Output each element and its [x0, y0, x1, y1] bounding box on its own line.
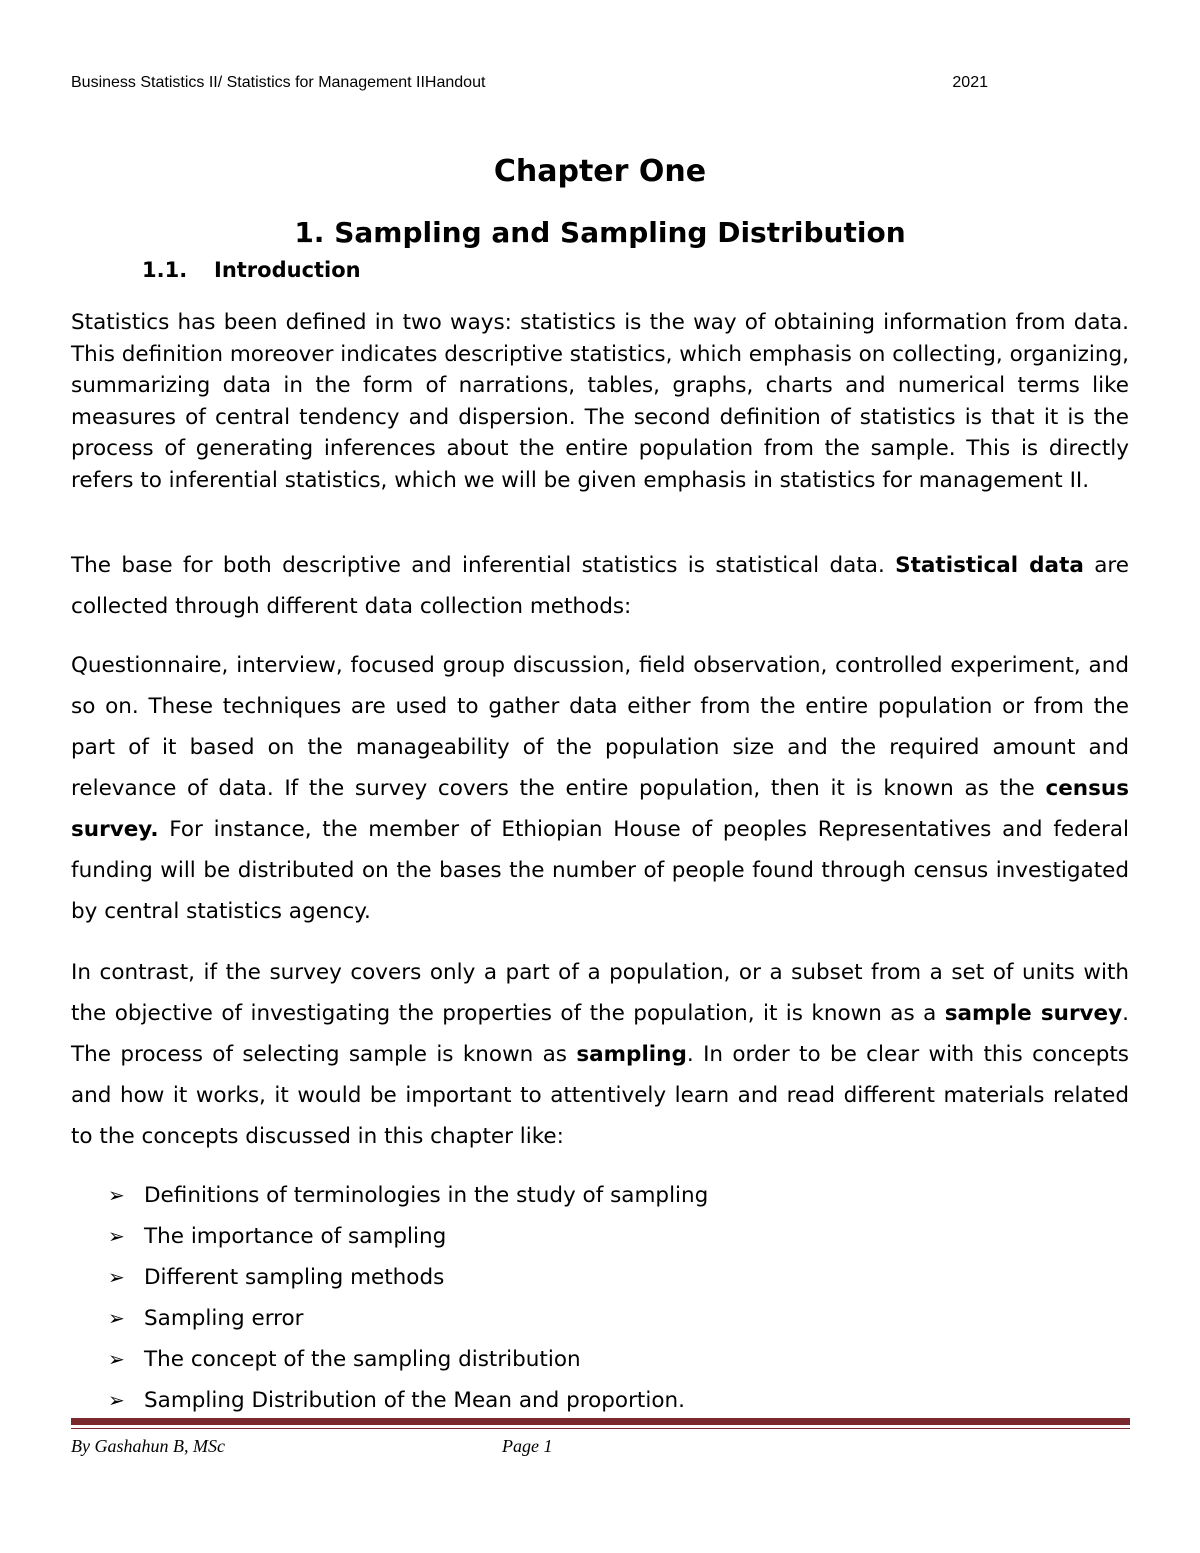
- list-item: [108, 1216, 708, 1257]
- paragraph-sample-survey: [71, 952, 1129, 1157]
- text-run: For instance, the member of Ethiopian House of peoples Representatives and federal funding will be distributed on the bases the number of people found through census investigated by central statistics agency.: [71, 817, 1129, 924]
- footer-author: By Gashahun B, MSc: [71, 1436, 225, 1456]
- arrow-bullet-icon: ➢: [108, 1265, 125, 1289]
- page-header: [71, 74, 988, 92]
- text-run: . In order to be clear with this concepts and how it works, it would be important to attentively learn and read different materials related to the concepts discussed in this chapter like:: [71, 1042, 1130, 1149]
- list-item-text: The concept of the sampling distribution: [144, 1347, 581, 1372]
- subsection-title: Introduction: [214, 258, 361, 282]
- bold-term-sample-survey: sample survey: [944, 1001, 1123, 1026]
- list-item-text: The importance of sampling: [144, 1224, 447, 1249]
- arrow-bullet-icon: ➢: [108, 1224, 125, 1248]
- list-item: [108, 1298, 708, 1339]
- arrow-bullet-icon: ➢: [108, 1347, 125, 1371]
- list-item: [108, 1380, 708, 1421]
- bold-term-statistical-data: Statistical data: [895, 553, 1084, 578]
- paragraph-definition: Statistics has been defined in two ways: statistics is the way of obtaining information from data. This definition moreover indicates descriptive statistics, which emphasis on collecting, organizing, summarizing data in the form of narrations, tables, graphs, charts and numerical terms like measures of central tendency and dispersion. The second definition of statistics is that it is the process of generating inferences about the entire population from the sample. This is directly refers to inferential statistics, which we will be given emphasis in statistics for management II.: [71, 310, 1129, 493]
- list-item-text: Sampling error: [144, 1306, 304, 1331]
- header-title: Business Statistics II/ Statistics for Management IIHandout: [71, 74, 486, 91]
- subsection-number: 1.1.: [142, 258, 188, 282]
- text-run: The base for both descriptive and inferential statistics is statistical data.: [71, 553, 896, 578]
- subsection-heading: [142, 258, 361, 282]
- paragraph-statistical-data: [71, 545, 1129, 627]
- list-item-text: Sampling Distribution of the Mean and proportion.: [144, 1388, 685, 1413]
- text-run: . The process of selecting sample is known as: [71, 1001, 1129, 1067]
- footer-divider: [71, 1418, 1130, 1425]
- text-run: Questionnaire, interview, focused group discussion, field observation, controlled experiment, and so on. These techniques are used to gather data either from the entire population or from the part of it based on the manageability of the population size and the required amount and relevance of data. If the survey covers the entire population, then it is known as the: [71, 653, 1129, 801]
- bold-term-sampling: sampling: [576, 1042, 687, 1067]
- footer-divider-thin: [71, 1428, 1130, 1429]
- text-run: are collected through different data collection methods:: [71, 553, 1130, 619]
- section-title-text: Sampling and Sampling Distribution: [334, 216, 906, 249]
- section-title: [0, 216, 1200, 249]
- list-item: [108, 1339, 708, 1380]
- paragraph-census: [71, 645, 1129, 932]
- bold-term-census-survey: census survey.: [71, 776, 1129, 842]
- topics-list: [108, 1175, 708, 1421]
- text-run: In contrast, if the survey covers only a part of a population, or a subset from a set of units with the objective of investigating the properties of the population, it is known as a: [71, 960, 1129, 1026]
- list-item-text: Different sampling methods: [144, 1265, 445, 1290]
- header-year: 2021: [952, 74, 988, 91]
- arrow-bullet-icon: ➢: [108, 1388, 125, 1412]
- arrow-bullet-icon: ➢: [108, 1306, 125, 1330]
- list-item: [108, 1257, 708, 1298]
- list-item: [108, 1175, 708, 1216]
- arrow-bullet-icon: ➢: [108, 1183, 125, 1207]
- section-number: 1.: [294, 216, 325, 249]
- footer-page-number: Page 1: [502, 1436, 553, 1456]
- chapter-title: Chapter One: [493, 154, 707, 189]
- list-item-text: Definitions of terminologies in the study of sampling: [144, 1183, 709, 1208]
